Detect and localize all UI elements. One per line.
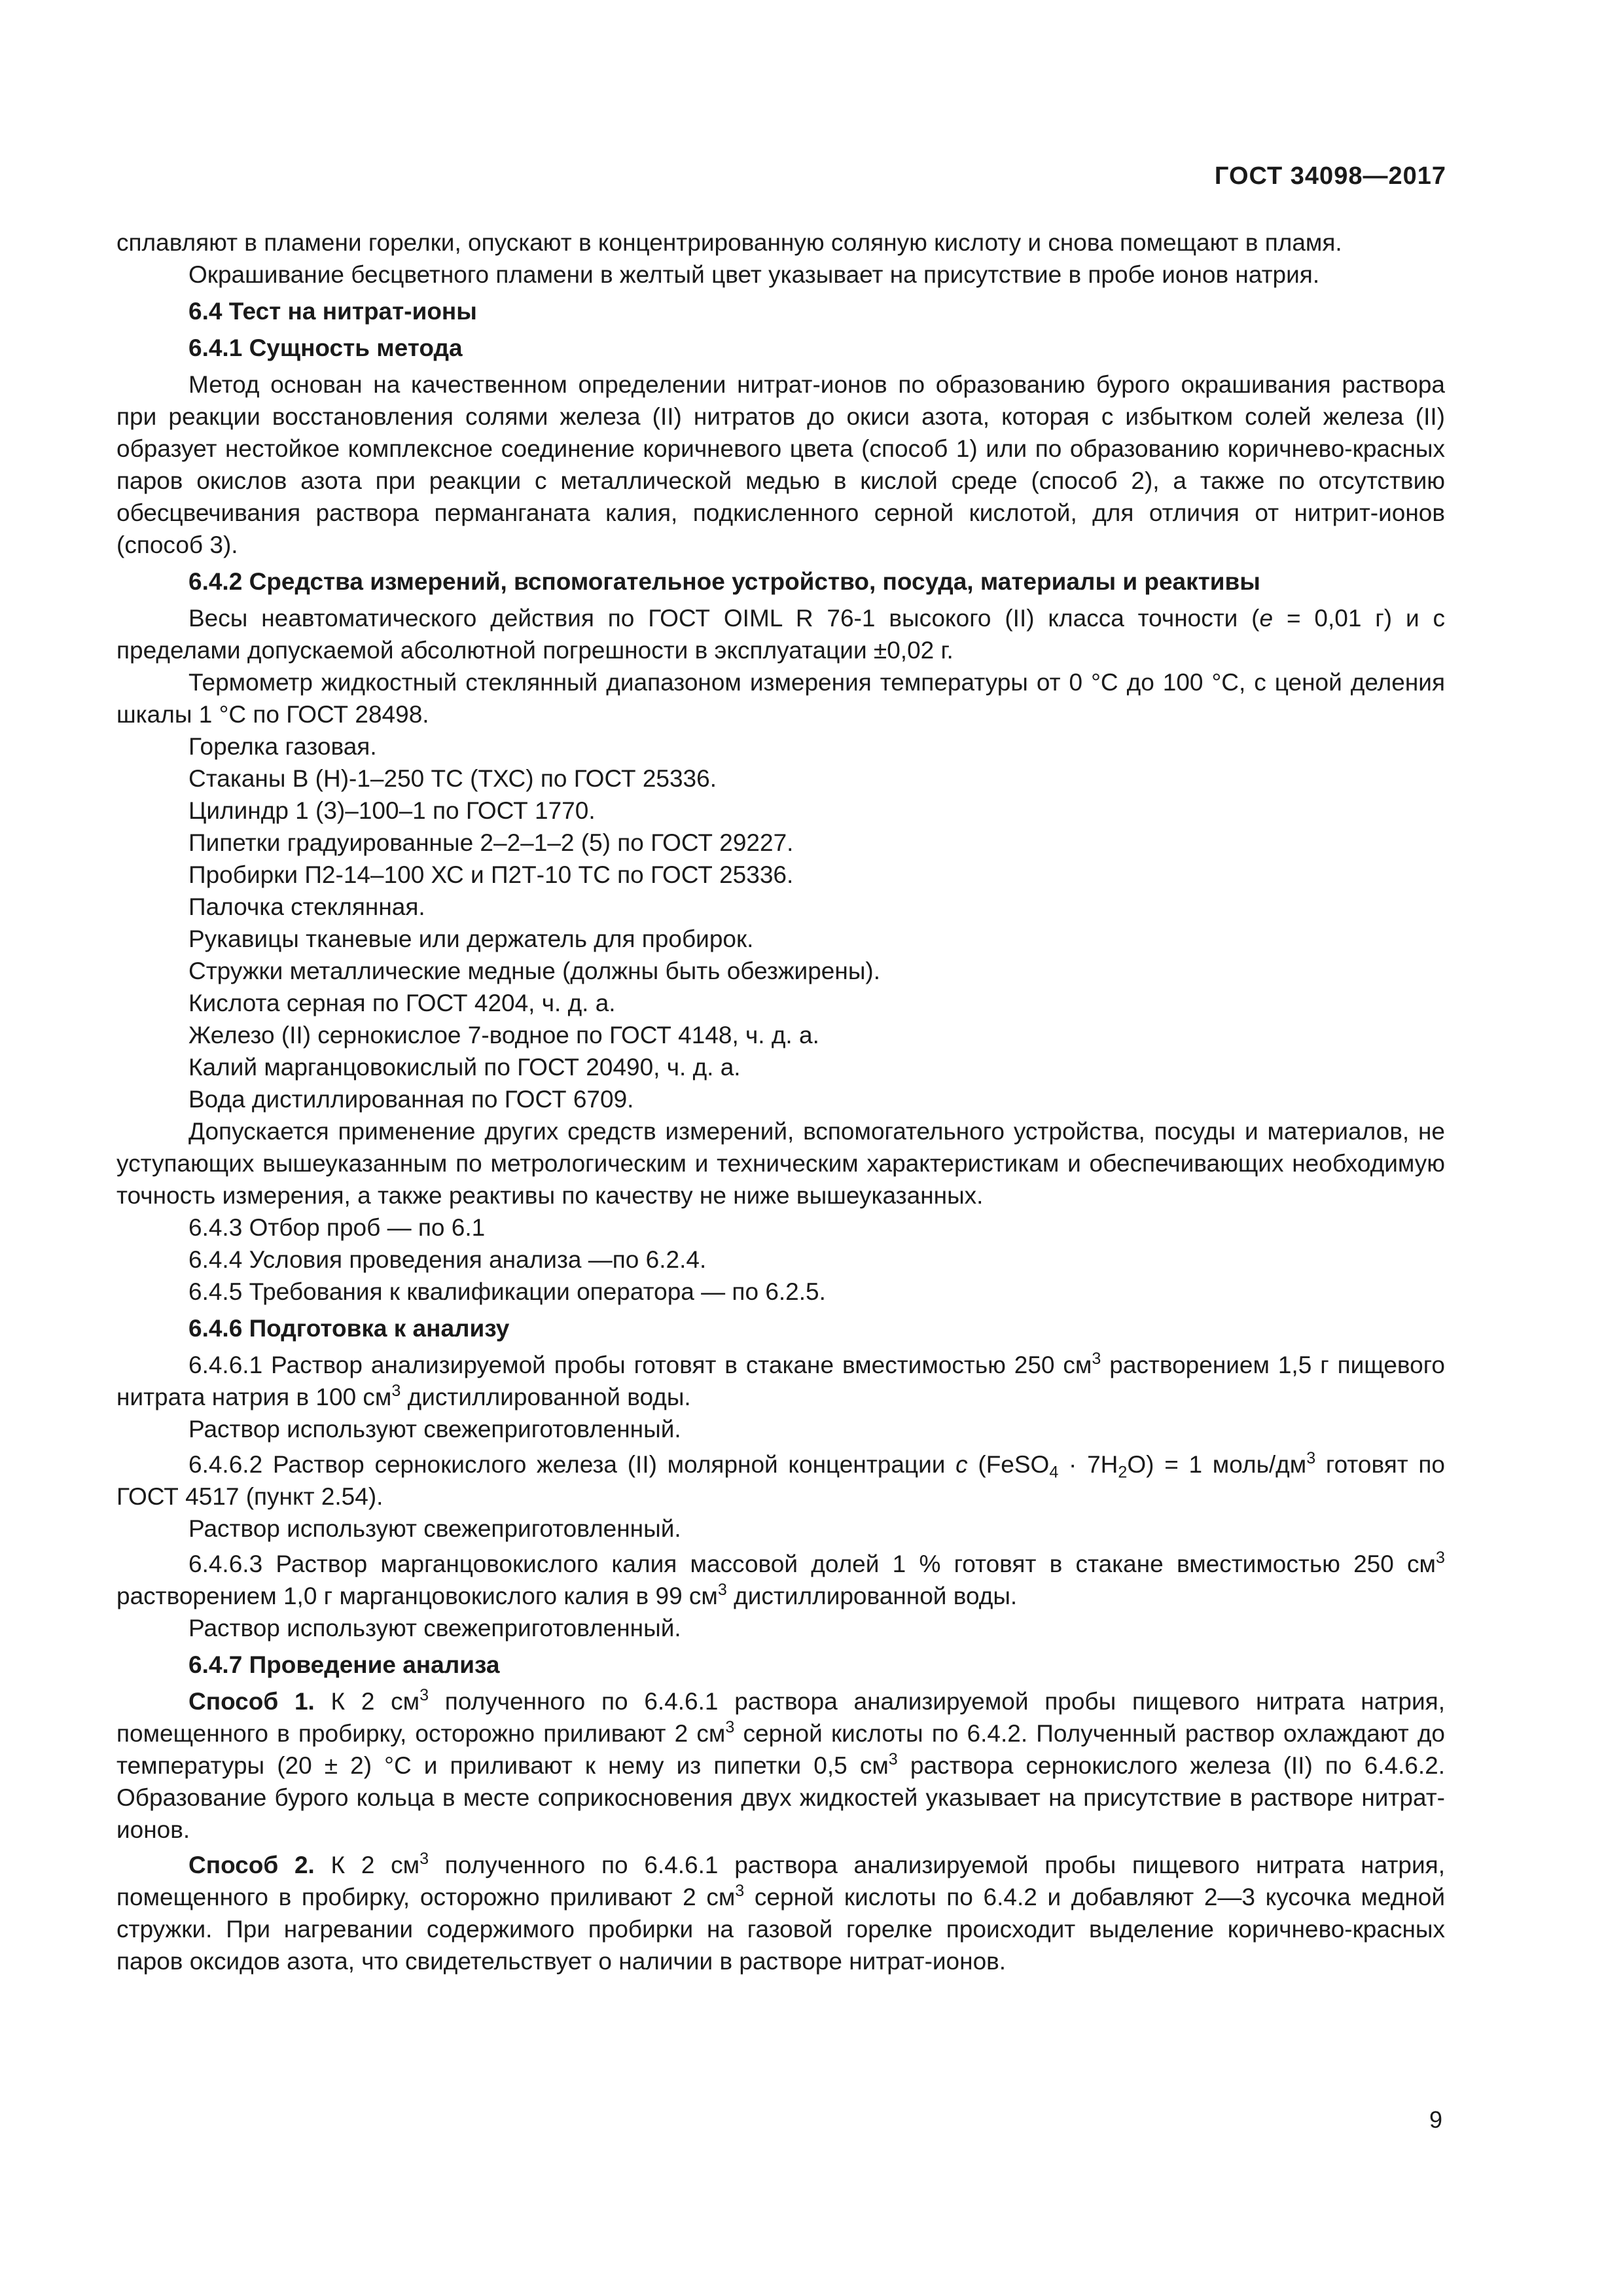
superscript: 3 [735,1882,745,1901]
list-item: Кислота серная по ГОСТ 4204, ч. д. а. [188,990,616,1016]
superscript: 3 [1092,1350,1101,1369]
clause-6-4-4: 6.4.4 Условия проведения анализа —по 6.2.4. [188,1246,707,1273]
text-run: · 7H [1058,1451,1118,1478]
paragraph-continuation: сплавляют в пламени горелки, опускают в концентрированную соляную кислоту и снова помещают в пламя. [116,229,1342,256]
paragraph-fresh-solution: Раствор используют свежеприготовленный. [188,1515,681,1542]
list-item: Стаканы В (Н)-1–250 ТС (ТХС) по ГОСТ 25336. [188,765,717,792]
list-item: Вода дистиллированная по ГОСТ 6709. [188,1086,634,1113]
text-run: полученного по 6.4.6.1 раствора анализируемой пробы пищевого нитрата натрия, помещенного в пробирку, осторожно приливают 2 см [116,1688,1445,1747]
clause-6-4-3: 6.4.3 Отбор проб — по 6.1 [188,1214,486,1241]
page-number: 9 [1429,2106,1442,2133]
section-heading-6-4-7: 6.4.7 Проведение анализа [188,1651,500,1678]
paragraph-flame-color: Окрашивание бесцветного пламени в желтый цвет указывает на присутствие в пробе ионов натрия. [188,261,1320,288]
list-item: Цилиндр 1 (3)–100–1 по ГОСТ 1770. [188,797,596,824]
text-run: дистиллированной воды. [726,1583,1018,1609]
scales-text-a: Весы неавтоматического действия по ГОСТ OIML R 76-1 высокого (II) класса точности ( [188,605,1260,632]
text-run: серной кислоты по 6.4.2 и добавляют 2—3 кусочка медной стружки. При нагревании содержимого пробирки на газовой горелке происходит выделение коричнево-красных паров оксидов азота, что свидетельствует о наличии в растворе нитрат-ионов. [116,1884,1445,1975]
superscript: 3 [391,1382,401,1401]
subscript: 2 [1118,1463,1128,1482]
superscript: 3 [717,1581,727,1600]
paragraph-method-1 [116,1685,1445,1846]
text-run: К 2 см [314,1688,420,1715]
superscript: 3 [419,1850,429,1869]
section-heading-6-4-6: 6.4.6 Подготовка к анализу [188,1315,510,1342]
text-run: 6.4.6.2 Раствор сернокислого железа (II) молярной концентрации [188,1451,956,1478]
list-item: Калий марганцовокислый по ГОСТ 20490, ч. д. а. [188,1054,741,1081]
paragraph-fresh-solution: Раствор используют свежеприготовленный. [188,1615,681,1641]
superscript: 3 [1306,1449,1316,1468]
list-item: Стружки металлические медные (должны быть обезжирены). [188,958,881,984]
superscript: 3 [1436,1549,1445,1568]
paragraph-method-2 [116,1849,1445,1977]
paragraph-method-essence: Метод основан на качественном определении нитрат-ионов по образованию бурого окрашивания раствора при реакции восстановления солями железа (II) нитратов до окиси азота, которая с избытком солей железа (II) образует нестойкое комплексное соединение коричневого цвета (способ 1) или по образованию коричнево-красных паров окислов азота при реакции с металлической медью в кислой среде (способ 2), а также по отсутствию обесцвечивания раствора перманганата калия, подкисленного серной кислотой, для отличия от нитрит-ионов (способ 3). [116,371,1445,558]
superscript: 3 [419,1686,429,1705]
paragraph-6-4-6-2 [116,1448,1445,1513]
text-run: раствора сернокислого железа (II) по 6.4.6.2. Образование бурого кольца в месте соприкосновения двух жидкостей указывает на присутствие в растворе нитрат-ионов. [116,1752,1446,1843]
subscript: 4 [1049,1463,1059,1482]
paragraph-thermometer: Термометр жидкостный стеклянный диапазоном измерения температуры от 0 °С до 100 °С, с ценой деления шкалы 1 °С по ГОСТ 28498. [116,669,1445,728]
text-run: 6.4.6.3 Раствор марганцовокислого калия массовой долей 1 % готовят в стакане вместимостью 250 см [188,1551,1436,1577]
paragraph-allowed-substitutes: Допускается применение других средств измерений, вспомогательного устройства, посуды и материалов, не уступающих вышеуказанным по метрологическим и техническим характеристикам и обеспечивающих необходимую точность измерения, а также реактивы по качеству не ниже вышеуказанных. [116,1118,1445,1209]
section-heading-6-4-2: 6.4.2 Средства измерений, вспомогательное устройство, посуда, материалы и реактивы [188,568,1260,595]
list-item: Горелка газовая. [188,733,377,760]
symbol-c: c [955,1451,968,1478]
text-run: O) = 1 моль/дм [1127,1451,1307,1478]
superscript: 3 [888,1750,898,1769]
text-run: дистиллированной воды. [401,1384,691,1410]
text-run: полученного по 6.4.6.1 раствора анализируемой пробы пищевого нитрата натрия, помещенного в пробирку, осторожно приливают 2 см [116,1852,1445,1910]
clause-6-4-5: 6.4.5 Требования к квалификации оператора — по 6.2.5. [188,1278,826,1305]
section-heading-6-4: 6.4 Тест на нитрат-ионы [188,298,477,325]
text-run: готовят по ГОСТ 4517 (пункт 2.54). [116,1451,1445,1510]
scales-text-b: = 0,01 г) и с пределами допускаемой абсолютной погрешности в эксплуатации ±0,02 г. [116,605,1445,664]
text-run: серной кислоты по 6.4.2. Полученный раствор охлаждают до температуры (20 ± 2) °С и приливают к нему из пипетки 0,5 см [116,1720,1445,1779]
method-1-label: Способ 1. [188,1688,315,1715]
section-heading-6-4-1: 6.4.1 Сущность метода [188,334,463,361]
paragraph-scales [116,602,1445,666]
superscript: 3 [725,1718,735,1737]
list-item: Пипетки градуированные 2–2–1–2 (5) по ГОСТ 29227. [188,829,794,856]
paragraph-6-4-6-3 [116,1548,1445,1612]
list-item: Железо (II) сернокислое 7-водное по ГОСТ 4148, ч. д. а. [188,1022,819,1049]
text-run: растворением 1,0 г марганцовокислого калия в 99 см [116,1583,718,1609]
list-item: Пробирки П2-14–100 ХС и П2Т-10 ТС по ГОСТ 25336. [188,861,794,888]
paragraph-6-4-6-1 [116,1349,1445,1413]
method-2-label: Способ 2. [188,1852,315,1878]
text-run: К 2 см [314,1852,420,1878]
document-id-header: ГОСТ 34098—2017 [1214,162,1446,190]
document-body [116,226,1445,1977]
scales-symbol-e: e [1259,605,1274,632]
text-run: 6.4.6.1 Раствор анализируемой пробы готовят в стакане вместимостью 250 см [188,1352,1092,1378]
list-item: Палочка стеклянная. [188,893,425,920]
text-run: растворением 1,5 г пищевого нитрата натрия в 100 см [116,1352,1445,1410]
text-run: (FeSO [967,1451,1050,1478]
list-item: Рукавицы тканевые или держатель для пробирок. [188,925,754,952]
paragraph-fresh-solution: Раствор используют свежеприготовленный. [188,1416,681,1443]
